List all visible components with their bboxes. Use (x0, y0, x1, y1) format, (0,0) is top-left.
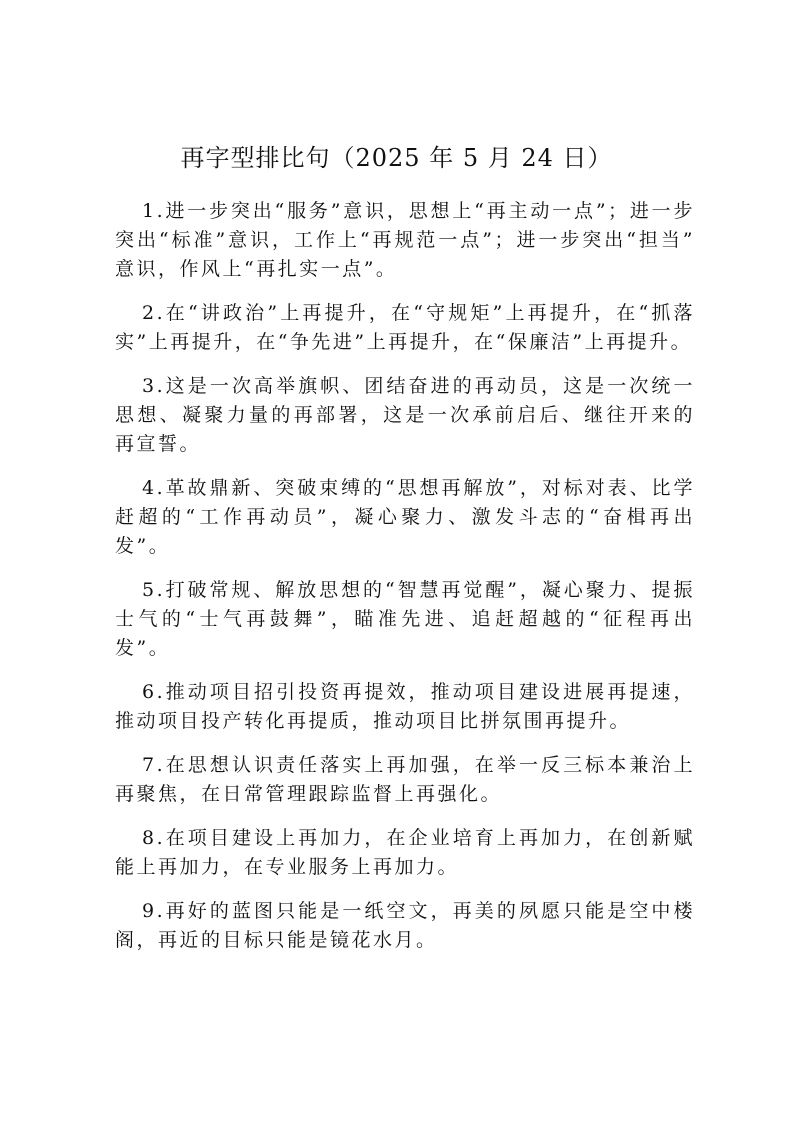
paragraph-3: 3.这是一次高举旗帜、团结奋进的再动员，这是一次统一思想、凝聚力量的再部署，这是一次承前启后、继往开来的再宣誓。 (115, 375, 695, 455)
page-title: 再字型排比句（2025 年 5 月 24 日） (180, 144, 613, 172)
paragraph-5: 5.打破常规、解放思想的“智慧再觉醒”，凝心聚力、提振士气的“士气再鼓舞”，瞄准先进、追赶超越的“征程再出发”。 (115, 579, 695, 659)
paragraph-9: 9.再好的蓝图只能是一纸空文，再美的夙愿只能是空中楼阁，再近的目标只能是镜花水月。 (115, 900, 695, 951)
paragraph-7: 7.在思想认识责任落实上再加强，在举一反三标本兼治上再聚焦，在日常管理跟踪监督上再强化。 (115, 754, 695, 805)
document-body (115, 197, 695, 970)
paragraph-6: 6.推动项目招引投资再提效，推动项目建设进展再提速，推动项目投产转化再提质，推动项目比拼氛围再提升。 (115, 681, 695, 732)
paragraph-4: 4.革故鼎新、突破束缚的“思想再解放”，对标对表、比学赶超的“工作再动员”，凝心聚力、激发斗志的“奋楫再出发”。 (115, 477, 695, 557)
paragraph-8: 8.在项目建设上再加力，在企业培育上再加力，在创新赋能上再加力，在专业服务上再加力。 (115, 827, 695, 878)
paragraph-1: 1.进一步突出“服务”意识，思想上“再主动一点”；进一步突出“标准”意识，工作上“再规范一点”；进一步突出“担当”意识，作风上“再扎实一点”。 (115, 200, 695, 280)
paragraph-2: 2.在“讲政治”上再提升，在“守规矩”上再提升，在“抓落实”上再提升，在“争先进”上再提升，在“保廉洁”上再提升。 (115, 302, 695, 353)
